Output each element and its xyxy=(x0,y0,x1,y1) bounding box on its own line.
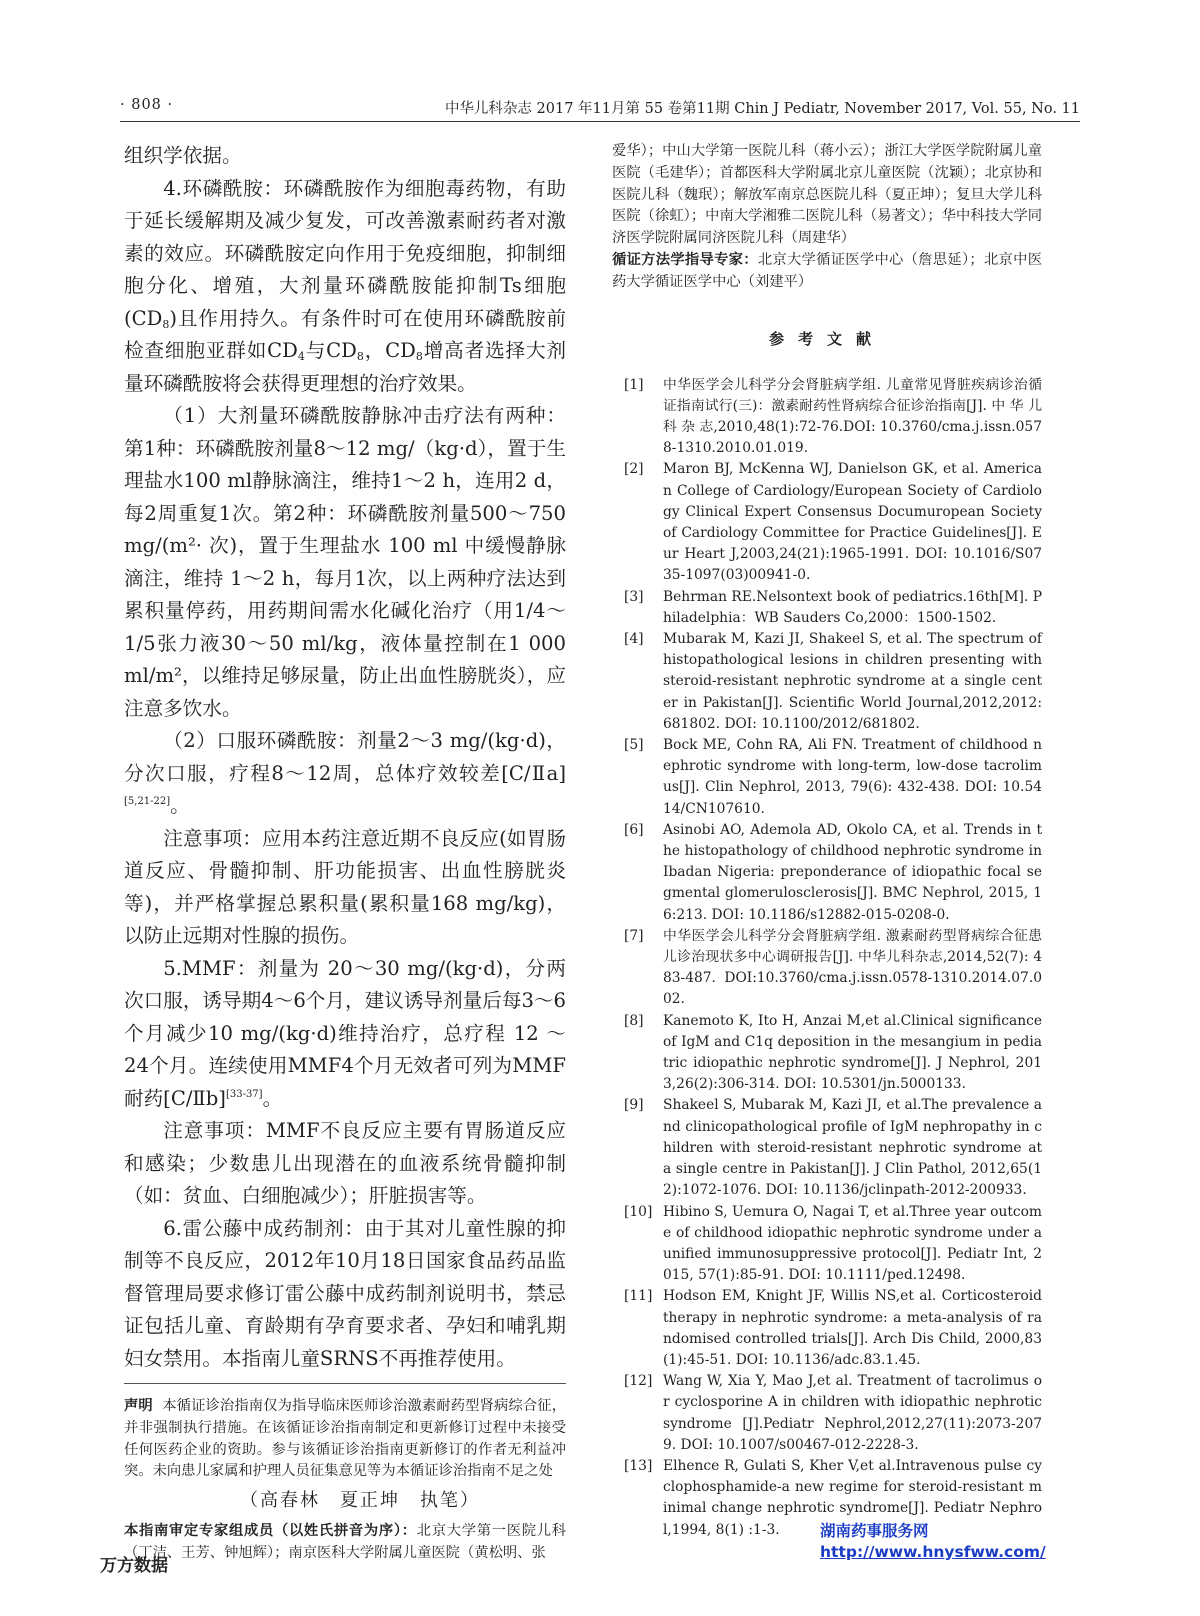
paragraph: 组织学依据。 xyxy=(124,144,242,167)
reference-number: [13] xyxy=(624,1457,653,1474)
citation: [5,21-22] xyxy=(124,796,171,807)
authors: （高春林 夏正坤 执笔） xyxy=(240,1490,480,1512)
reference-text: Asinobi AO, Ademola AD, Okolo CA, et al. Trends in the histopathology of childhood nephrotic syndrome in Ibadan Nigeria: preponderance of idiopathic focal segmental glomerulosclerosis[J]. BMC Nephrol, 2015, 16:213. DOI: 10.1186/s12882-015-0208-0. xyxy=(663,821,1042,923)
right-column xyxy=(612,141,1042,1541)
reference-text: Maron BJ, McKenna WJ, Danielson GK, et al. American College of Cardiology/European Society of Cardiology Clinical Expert Consensus Documuropean Society of Cardiology Committee for Practice Guidelines[J]. Eur Heart J,2003,24(21):1965-1991. DOI: 10.1016/S0735-1097(03)00941-0. xyxy=(663,461,1042,584)
reference-text: Elhence R, Gulati S, Kher V,et al.Intravenous pulse cyclophosphamide-a new regime for steroid-resistant minimal change nephrotic syndrome[J]. Pediatr Nephrol,1994, 8(1) :1-3. xyxy=(663,1457,1042,1538)
expert-group-continued: 爱华）；中山大学第一医院儿科（蒋小云）；浙江大学医学院附属儿童医院（毛建华）；首都医科大学附属北京儿童医院（沈颖）；北京协和医院儿科（魏珉）；解放军南京总医院儿科（夏正坤）；复旦大学儿科医院（徐虹）；中南大学湘雅二医院儿科（易著文）；华中科技大学同济医学院附属同济医院儿科（周建华） xyxy=(612,143,1042,247)
reference-text: Shakeel S, Mubarak M, Kazi JI, et al.The prevalence and clinicopathological profile of IgM nephropathy in children with steroid-resistant nephrotic syndrome at a single centre in Pakistan[J]. J Clin Pathol, 2012,65(12):1072-1076. DOI: 10.1136/jclinpath-2012-200933. xyxy=(663,1097,1042,1199)
site-watermark xyxy=(820,1521,1046,1563)
reference-number: [8] xyxy=(624,1012,644,1029)
paragraph-mmf: 5.MMF：剂量为 20～30 mg/(kg·d)，分两次口服，诱导期4～6个月，建议诱导剂量后每3～6个月减少10 mg/(kg·d)维持治疗，总疗程 12 ～24个月。连续使用MMF4个月无效者可列为MMF耐药[C/Ⅱb][33-37]。 xyxy=(124,956,566,1110)
site-name: 湖南药事服务网 xyxy=(820,1522,929,1540)
reference-number: [10] xyxy=(624,1203,653,1220)
reference-text: 中华医学会儿科学分会肾脏病学组. 儿童常见肾脏疾病诊治循证指南试行(三)：激素耐药性肾病综合征诊治指南[J]. 中 华 儿 科 杂 志,2010,48(1):72-76.DOI: 10.3760/cma.j.issn.0578-1310.2010.01.019. xyxy=(663,376,1042,457)
wanfang-watermark: 万方数据 xyxy=(100,1556,168,1576)
reference-text: Wang W, Xia Y, Mao J,et al. Treatment of tacrolimus or cyclosporine A in children with idiopathic nephrotic syndrome [J].Pediatr Nephrol,2012,27(11):2073-2079. DOI: 10.1007/s00467-012-2228-3. xyxy=(663,1373,1042,1453)
reference-item xyxy=(612,926,1042,1011)
reference-item xyxy=(612,735,1042,820)
paragraph-precautions: 注意事项：应用本药注意近期不良反应(如胃肠道反应、骨髓抑制、肝功能损害、出血性膀胱炎等)，并严格掌握总累积量(累积量168 mg/kg)，以防止远期对性腺的损伤。 xyxy=(124,826,566,947)
reference-number: [3] xyxy=(624,588,644,605)
expert-group: 本指南审定专家组成员（以姓氏拼音为序）：北京大学第一医院儿科（丁洁、王芳、钟旭辉）；南京医科大学附属儿童医院（黄松明、张 xyxy=(124,1523,566,1561)
paragraph-iv-pulse: （1）大剂量环磷酰胺静脉冲击疗法有两种：第1种：环磷酰胺剂量8～12 mg/（kg·d），置于生理盐水100 ml静脉滴注，维持1～2 h，连用2 d，每2周重复1次。第2种：环磷酰胺剂量500～750 mg/(m²· 次)，置于生理盐水 100 ml 中缓慢静脉滴注，维持 1～2 h，每月1次，以上两种疗法达到累积量停药，用药期间需水化碱化治疗（用1/4～1/5张力液30～50 ml/kg，液体量控制在1 000 ml/m²，以维持足够尿量，防止出血性膀胱炎），应注意多饮水。 xyxy=(124,404,566,720)
reference-list xyxy=(612,375,1042,1541)
site-url[interactable]: http://www.hnysfww.com/ xyxy=(820,1543,1046,1561)
paragraph-cyclophosphamide: 4.环磷酰胺：环磷酰胺作为细胞毒药物，有助于延长缓解期及减少复发，可改善激素耐药者对激素的效应。环磷酰胺定向作用于免疫细胞，抑制细胞分化、增殖，大剂量环磷酰胺能抑制Ts细胞$(CD_8)$且作用持久。有条件时可在使用环磷酰胺前检查细胞亚群如$CD_4$与$CD_8$，$CD_8$增高者选择大剂量环磷酰胺将会获得更理想的治疗效果。 xyxy=(124,176,567,395)
reference-item xyxy=(612,1202,1042,1287)
reference-text: Behrman RE.Nelsontext book of pediatrics.16th[M]. Philadelphia：WB Sauders Co,2000：1500-1502. xyxy=(663,588,1042,626)
reference-number: [11] xyxy=(624,1288,653,1305)
left-column xyxy=(124,140,566,1565)
reference-item xyxy=(612,1286,1042,1371)
reference-text: 中华医学会儿科学分会肾脏病学组. 激素耐药型肾病综合征患儿诊治现状多中心调研报告[J]. 中华儿科杂志,2014,52(7): 483-487. DOI:10.3760/cma.j.issn.0578-1310.2014.07.002. xyxy=(663,927,1042,1008)
divider xyxy=(124,1383,566,1384)
method-experts: 循证方法学指导专家：北京大学循证医学中心（詹思延）；北京中医药大学循证医学中心（刘建平） xyxy=(612,251,1042,290)
reference-text: Hibino S, Uemura O, Nagai T, et al.Three year outcome of childhood idiopathic nephrotic syndrome under a unified immunosuppressive protocol[J]. Pediatr Int, 2015, 57(1):85-91. DOI: 10.1111/ped.12498. xyxy=(663,1203,1042,1284)
reference-number: [9] xyxy=(624,1097,644,1114)
paragraph-mmf-precautions: 注意事项：MMF不良反应主要有胃肠道反应和感染；少数患儿出现潜在的血液系统骨髓抑制（如：贫血、白细胞减少）；肝脏损害等。 xyxy=(124,1119,566,1207)
reference-item xyxy=(612,587,1042,629)
reference-number: [2] xyxy=(624,461,644,478)
running-header xyxy=(120,95,1080,122)
reference-number: [6] xyxy=(624,821,644,838)
reference-number: [5] xyxy=(624,737,644,754)
reference-number: [1] xyxy=(624,376,644,393)
reference-text: Kanemoto K, Ito H, Anzai M,et al.Clinical significance of IgM and C1q deposition in the mesangium in pediatric idiopathic nephrotic syndrome[J]. J Nephrol, 2013,26(2):306-314. DOI: 10.5301/jn.5000133. xyxy=(663,1012,1042,1093)
citation: [33-37] xyxy=(225,1088,263,1100)
reference-text: Bock ME, Cohn RA, Ali FN. Treatment of childhood nephrotic syndrome with long-term, low-dose tacrolimus[J]. Clin Nephrol, 2013, 79(6): 432-438. DOI: 10.5414/CN107610. xyxy=(663,737,1042,817)
reference-item xyxy=(612,375,1042,460)
page-number: · 808 · xyxy=(120,97,174,113)
reference-text: Hodson EM, Knight JF, Willis NS,et al. Corticosteroid therapy in nephrotic syndrome: a meta-analysis of randomised controlled trials[J]. Arch Dis Child, 2000,83(1):45-51. DOI: 10.1136/adc.83.1.45. xyxy=(663,1288,1042,1368)
reference-item xyxy=(612,629,1042,735)
reference-number: [7] xyxy=(624,927,644,944)
paragraph-oral: （2）口服环磷酰胺：剂量2～3 mg/(kg·d)，分次口服，疗程8～12周，总体疗效较差[C/Ⅱa][5,21-22]。 xyxy=(124,729,566,817)
reference-number: [12] xyxy=(624,1373,653,1390)
journal-citation: 中华儿科杂志 2017 年11月第 55 卷第11期 Chin J Pediatr, November 2017, Vol. 55, No. 11 xyxy=(444,101,1080,117)
reference-item xyxy=(612,459,1042,586)
paragraph-tripterygium: 6.雷公藤中成药制剂：由于其对儿童性腺的抑制等不良反应，2012年10月18日国家食品药品监督管理局要求修订雷公藤中成药制剂说明书，禁忌证包括儿童、育龄期有孕育要求者、孕妇和哺乳期妇女禁用。本指南儿童SRNS不再推荐使用。 xyxy=(124,1216,566,1370)
reference-text: Mubarak M, Kazi JI, Shakeel S, et al. The spectrum of histopathological lesions in children presenting with steroid-resistant nephrotic syndrome at a single center in Pakistan[J]. Scientific World Journal,2012,2012:681802. DOI: 10.1100/2012/681802. xyxy=(663,631,1042,732)
reference-item xyxy=(612,1371,1042,1456)
reference-item xyxy=(612,1095,1042,1201)
reference-item xyxy=(612,1011,1042,1096)
reference-item xyxy=(612,820,1042,926)
references-heading: 参考文献 xyxy=(768,329,885,348)
reference-number: [4] xyxy=(624,631,644,648)
statement: 声明 本循证诊治指南仅为指导临床医师诊治激素耐药型肾病综合征，并非强制执行措施。在该循证诊治指南制定和更新修订过程中未接受任何医药企业的资助。参与该循证诊治指南更新修订的作者无利益冲突。未向患儿家属和护理人员征集意见等为本循证诊治指南不足之处 xyxy=(124,1398,567,1480)
